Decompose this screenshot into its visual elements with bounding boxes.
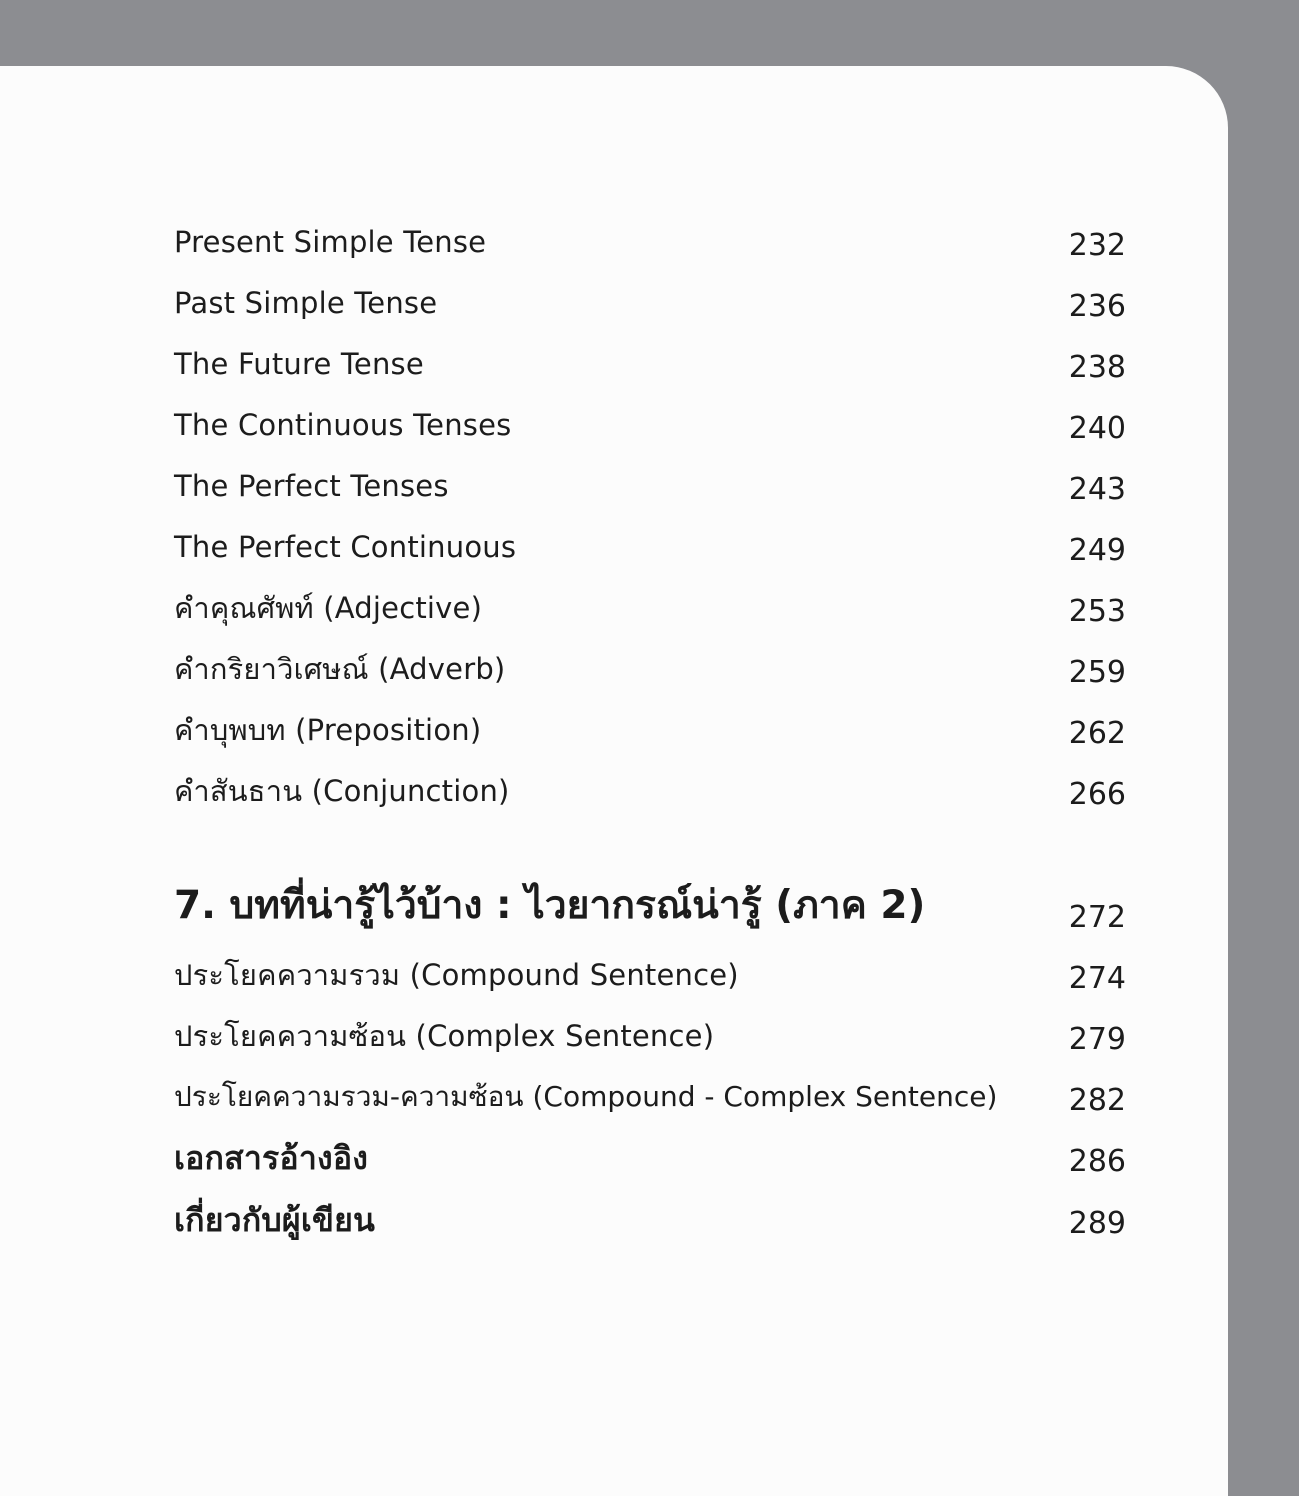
chapter-page: 272: [1068, 900, 1126, 935]
toc-entry: [174, 521, 1128, 573]
toc-entry-about-author: [174, 1194, 1128, 1246]
toc-entry: [174, 949, 1128, 1001]
toc-entry-page: 243: [1068, 472, 1126, 507]
toc-entry-title: Past Simple Tense: [174, 286, 438, 320]
table-of-contents: [0, 66, 1228, 1496]
toc-entry-page: 238: [1068, 350, 1126, 385]
toc-entry-page: 249: [1068, 533, 1126, 568]
toc-entry-title: The Future Tense: [174, 347, 424, 381]
toc-entry-title: คำคุณศัพท์ (Adjective): [174, 591, 483, 625]
toc-entry-page: 253: [1068, 594, 1126, 629]
toc-entry-page: 262: [1068, 716, 1126, 751]
toc-entry-page: 240: [1068, 411, 1126, 446]
toc-entry-references: [174, 1132, 1128, 1184]
toc-entry-page: 259: [1068, 655, 1126, 690]
toc-entry-title: คำบุพบท (Preposition): [174, 713, 482, 747]
toc-entry-title: The Continuous Tenses: [174, 408, 512, 442]
book-page: [0, 66, 1228, 1496]
toc-entry: [174, 277, 1128, 329]
toc-chapter-heading: [174, 876, 1128, 940]
toc-entry-title: The Perfect Tenses: [174, 469, 449, 503]
chapter-title: 7. บทที่น่ารู้ไว้บ้าง : ไวยากรณ์น่ารู้ (ภาค 2): [174, 883, 926, 928]
toc-entry: [174, 582, 1128, 634]
toc-entry-title: เกี่ยวกับผู้เขียน: [174, 1201, 376, 1239]
toc-entry-page: 232: [1068, 228, 1126, 263]
toc-entry: [174, 338, 1128, 390]
toc-entry-page: 279: [1068, 1022, 1126, 1057]
toc-entry-title: The Perfect Continuous: [174, 530, 517, 564]
toc-entry-title: ประโยคความรวม-ความซ้อน (Compound - Complex Sentence): [174, 1080, 998, 1113]
toc-entry: [174, 704, 1128, 756]
toc-entry-title: คำสันธาน (Conjunction): [174, 774, 510, 808]
toc-entry-title: คำกริยาวิเศษณ์ (Adverb): [174, 652, 506, 686]
toc-entry-title: เอกสารอ้างอิง: [174, 1139, 369, 1177]
toc-entry-page: 266: [1068, 777, 1126, 812]
toc-entry: [174, 1071, 1128, 1123]
toc-entry: [174, 460, 1128, 512]
toc-entry-page: 286: [1068, 1144, 1126, 1179]
toc-entry-title: ประโยคความซ้อน (Complex Sentence): [174, 1019, 715, 1053]
toc-entry-title: ประโยคความรวม (Compound Sentence): [174, 958, 739, 992]
toc-entry-page: 274: [1068, 961, 1126, 996]
toc-entry: [174, 643, 1128, 695]
toc-entry-page: 289: [1068, 1206, 1126, 1241]
toc-entry: [174, 399, 1128, 451]
toc-entry-page: 282: [1068, 1083, 1126, 1118]
toc-entry: [174, 1010, 1128, 1062]
toc-entry: [174, 216, 1128, 268]
toc-entry: [174, 765, 1128, 817]
toc-entry-page: 236: [1068, 289, 1126, 324]
toc-entry-title: Present Simple Tense: [174, 225, 487, 259]
